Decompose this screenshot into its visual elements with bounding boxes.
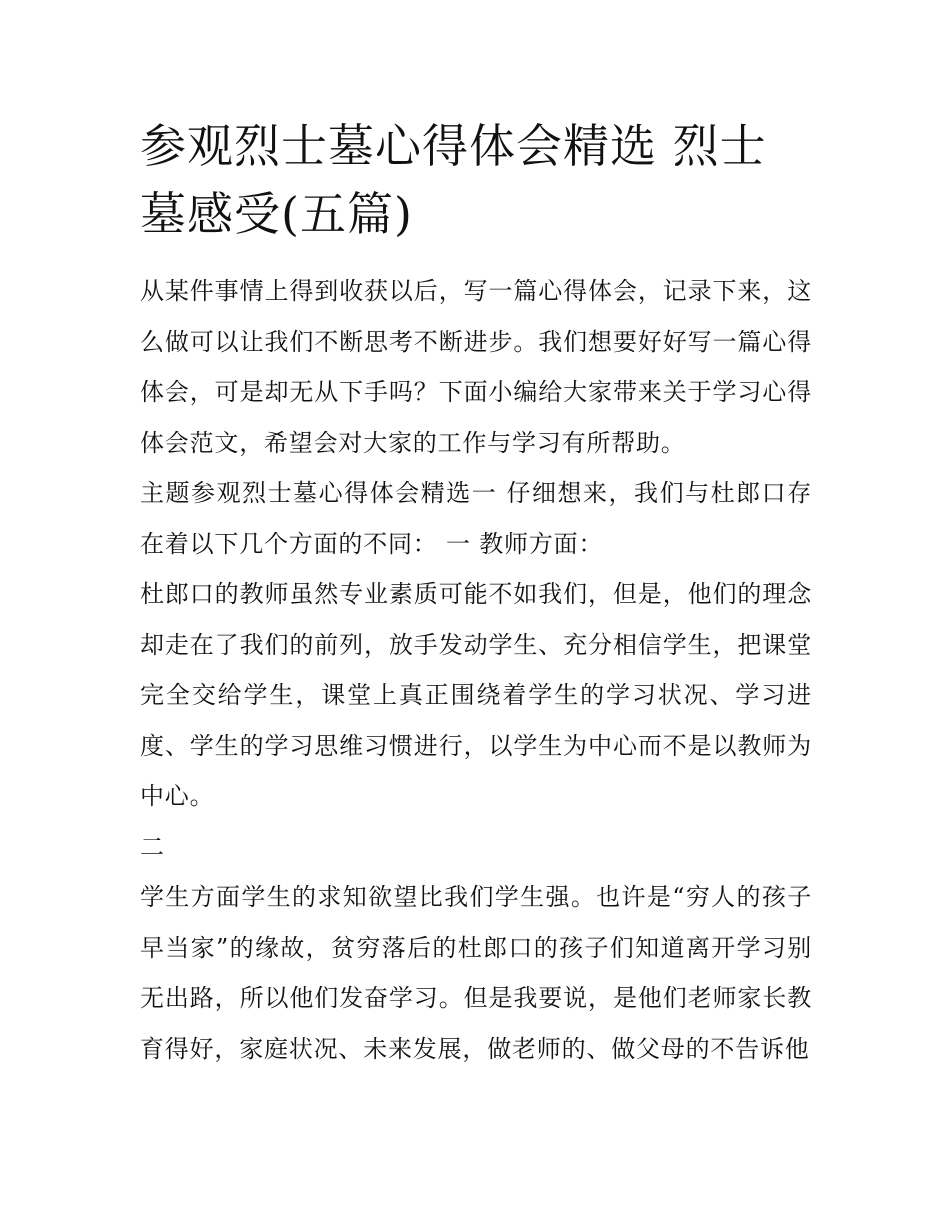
section-heading-paragraph: 主题参观烈士墓心得体会精选一 仔细想来，我们与杜郎口存在着以下几个方面的不同： 一 教师方面： [140,479,812,558]
teacher-aspect-paragraph: 杜郎口的教师虽然专业素质可能不如我们，但是，他们的理念却走在了我们的前列，放手发动学生、充分相信学生，把课堂完全交给学生，课堂上真正围绕着学生的学习状况、学习进度、学生的学习思维习惯进行，以学生为中心而不是以教师为中心。 [140,580,812,810]
document-title: 参观烈士墓心得体会精选 烈士墓感受(五篇) [140,119,767,241]
student-aspect-paragraph: 学生方面学生的求知欲望比我们学生强。也许是“穷人的孩子早当家”的缘故，贫穷落后的杜郎口的孩子们知道离开学习别无出路，所以他们发奋学习。但是我要说，是他们老师家长教育得好，家庭状况、未来发展，做老师的、做父母的不告诉他 [140,883,812,1063]
section-number-two: 二 [140,832,165,861]
intro-paragraph: 从某件事情上得到收获以后，写一篇心得体会，记录下来，这么做可以让我们不断思考不断进步。我们想要好好写一篇心得体会，可是却无从下手吗？下面小编给大家带来关于学习心得体会范文，希望会对大家的工作与学习有所帮助。 [140,277,812,457]
document-body [140,112,812,1074]
